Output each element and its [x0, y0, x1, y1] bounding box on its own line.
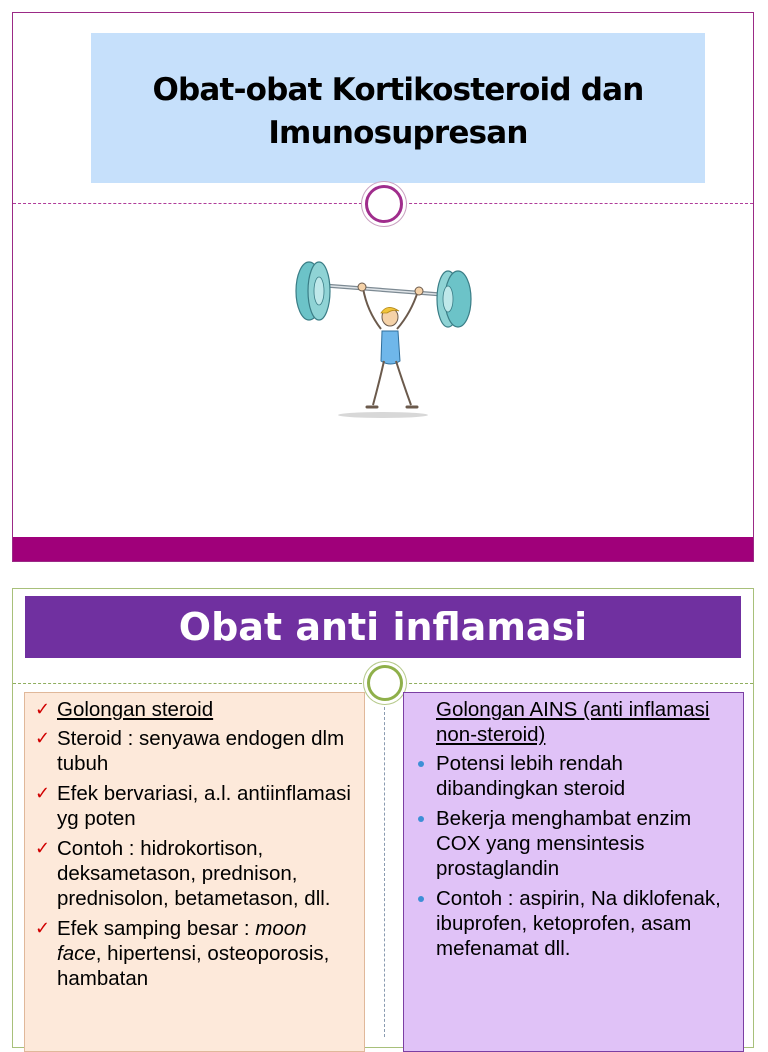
- list-item: [414, 806, 735, 881]
- list-item: [35, 697, 356, 722]
- checkmark-icon: ✓: [35, 838, 51, 859]
- list-item-text: Contoh : hidrokortison, deksametason, prednison, prednisolon, betametason, dll.: [57, 837, 331, 910]
- list-item: [35, 836, 356, 911]
- slide-2-header: [25, 596, 741, 658]
- list-item-text: Steroid : senyawa endogen dlm tubuh: [57, 727, 345, 775]
- list-item-text: Efek bervariasi, a.l. antiinflamasi yg poten: [57, 782, 351, 830]
- bottom-accent-band: [13, 537, 753, 561]
- slide-1: [12, 12, 754, 562]
- list-item: [414, 751, 735, 801]
- list-item-text: Contoh : aspirin, Na diklofenak, ibuprofen, ketoprofen, asam mefenamat dll.: [436, 887, 721, 960]
- checkmark-icon: ✓: [35, 728, 51, 749]
- bullet-icon: [418, 816, 424, 822]
- bullet-icon: [418, 896, 424, 902]
- list-item: [35, 781, 356, 831]
- weightlifter-illustration: [283, 233, 483, 423]
- list-item-text: Bekerja menghambat enzim COX yang mensintesis prostaglandin: [436, 807, 692, 880]
- list-item: [35, 726, 356, 776]
- list-item: [414, 697, 735, 747]
- bullet-icon: [418, 761, 424, 767]
- list-item: [35, 916, 356, 991]
- list-item-italic: moon face: [57, 917, 307, 965]
- slide-title: [152, 69, 643, 156]
- slide-2-title: Obat anti inflamasi: [178, 605, 588, 649]
- list-item: [414, 886, 735, 961]
- ains-heading: Golongan AINS (anti inflamasi non-steroid): [436, 698, 710, 746]
- title-line-2: Imunosupresan: [268, 115, 528, 151]
- slide-2: [12, 588, 754, 1048]
- divider-circle-icon: [365, 185, 403, 223]
- steroid-column: [24, 692, 365, 1052]
- checkmark-icon: ✓: [35, 783, 51, 804]
- steroid-list: [25, 693, 364, 991]
- list-item-text-end: , hipertensi, osteoporosis, hambatan: [57, 942, 330, 990]
- checkmark-icon: ✓: [35, 918, 51, 939]
- column-divider: [384, 707, 385, 1037]
- title-box: [91, 33, 705, 183]
- steroid-heading: Golongan steroid: [57, 698, 214, 721]
- title-line-1: Obat-obat Kortikosteroid dan: [152, 71, 644, 108]
- checkmark-icon: ✓: [35, 699, 51, 720]
- ains-column: [403, 692, 744, 1052]
- divider-circle-icon: [367, 665, 403, 701]
- ains-list: [404, 693, 743, 961]
- list-item-text: Potensi lebih rendah dibandingkan steroid: [436, 752, 626, 800]
- list-item-text-start: Efek samping besar :: [57, 917, 256, 940]
